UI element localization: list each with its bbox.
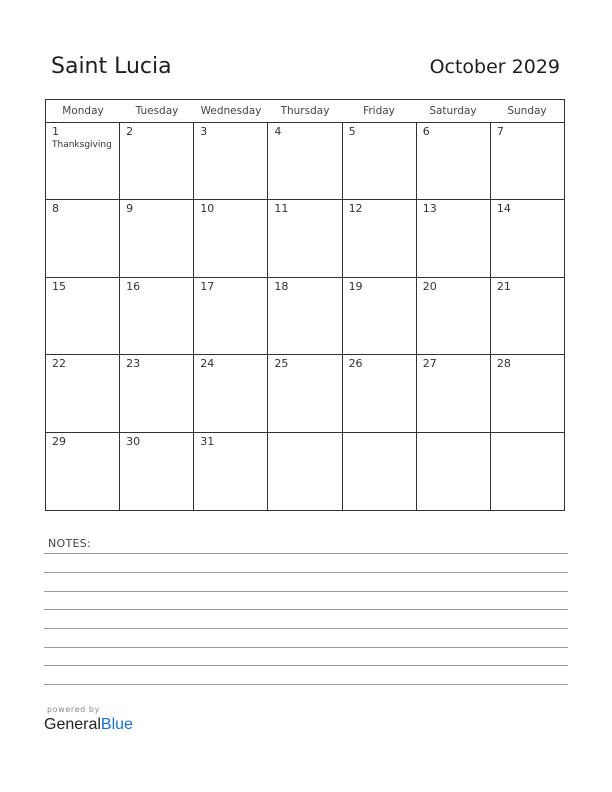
date-number: 25 (274, 357, 289, 371)
day-cell (120, 200, 194, 276)
day-cell (417, 123, 491, 199)
date-number: 20 (422, 279, 437, 293)
date-number: 8 (52, 202, 59, 216)
day-cell (46, 200, 120, 276)
weeks-container (46, 123, 564, 510)
day-cell (268, 200, 342, 276)
date-number: 18 (274, 279, 289, 293)
weekday-sunday: Sunday (507, 105, 547, 117)
date-number: 3 (200, 125, 208, 138)
date-number: 9 (126, 202, 134, 216)
notes-line (44, 609, 568, 610)
calendar-week-row (46, 433, 564, 510)
date-number: 30 (126, 434, 141, 448)
date-number: 4 (274, 125, 282, 138)
day-cell (120, 433, 194, 510)
notes-line (44, 572, 568, 573)
calendar-week-row (46, 278, 564, 355)
date-number: 13 (422, 202, 437, 216)
brand-blue-text: Blue (100, 716, 133, 733)
date-number: 23 (126, 357, 141, 371)
day-cell (120, 278, 194, 354)
calendar-week-row (46, 123, 564, 200)
day-cell (194, 200, 268, 276)
date-number: 5 (348, 125, 356, 138)
holiday-label: Thanksgiving (52, 140, 112, 150)
weekday-monday: Monday (62, 105, 104, 117)
day-cell (46, 123, 120, 199)
day-cell (417, 433, 491, 510)
day-cell (194, 278, 268, 354)
weekday-wednesday: Wednesday (200, 105, 262, 117)
date-number: 29 (52, 434, 66, 448)
date-number: 17 (200, 279, 215, 293)
notes-line (44, 684, 568, 685)
date-number: 1 (52, 125, 59, 138)
date-number: 16 (126, 279, 141, 293)
notes-line (44, 553, 568, 554)
day-cell (268, 355, 342, 431)
day-cell (46, 433, 120, 510)
notes-line (44, 591, 568, 592)
page-title: Saint Lucia (51, 54, 172, 79)
date-number: 27 (422, 357, 437, 371)
day-cell (417, 278, 491, 354)
day-cell (194, 355, 268, 431)
day-cell (343, 433, 417, 510)
date-number: 7 (496, 125, 504, 138)
notes-line (44, 628, 568, 629)
day-cell (491, 278, 564, 354)
day-cell (491, 123, 564, 199)
date-number: 26 (348, 357, 363, 371)
day-cell (343, 123, 417, 199)
day-cell (491, 355, 564, 431)
date-number: 14 (496, 202, 511, 216)
day-cell (268, 123, 342, 199)
day-cell (491, 433, 564, 510)
day-cell (46, 355, 120, 431)
weekday-thursday: Thursday (280, 105, 330, 117)
day-cell (268, 433, 342, 510)
day-cell (343, 278, 417, 354)
day-cell (417, 200, 491, 276)
date-number: 10 (200, 202, 215, 216)
date-number: 21 (496, 279, 511, 293)
day-cell (120, 123, 194, 199)
date-number: 24 (200, 357, 215, 371)
date-number: 11 (274, 202, 289, 216)
weekday-saturday: Saturday (429, 105, 477, 117)
notes-label: NOTES: (48, 537, 92, 550)
calendar-week-row (46, 200, 564, 277)
date-number: 15 (52, 279, 66, 293)
notes-line (44, 647, 568, 648)
date-number: 6 (422, 125, 430, 138)
notes-line (44, 665, 568, 666)
calendar-grid (45, 99, 565, 511)
calendar-week-row (46, 355, 564, 432)
date-number: 19 (348, 279, 363, 293)
day-cell (343, 355, 417, 431)
day-cell (194, 123, 268, 199)
powered-by-text: powered by (47, 705, 100, 714)
brand-general-text: General (44, 716, 101, 733)
day-cell (268, 278, 342, 354)
day-cell (194, 433, 268, 510)
date-number: 2 (126, 125, 134, 138)
month-year-title: October 2029 (429, 56, 560, 78)
brand-logo (44, 716, 133, 734)
date-number: 31 (200, 434, 215, 448)
weekday-friday: Friday (363, 105, 395, 117)
date-number: 28 (496, 357, 511, 371)
weekday-tuesday: Tuesday (135, 105, 179, 117)
day-cell (343, 200, 417, 276)
day-cell (46, 278, 120, 354)
date-number: 22 (52, 357, 66, 371)
day-cell (417, 355, 491, 431)
day-cell (120, 355, 194, 431)
weekday-header-row (46, 100, 564, 123)
date-number: 12 (348, 202, 363, 216)
day-cell (491, 200, 564, 276)
